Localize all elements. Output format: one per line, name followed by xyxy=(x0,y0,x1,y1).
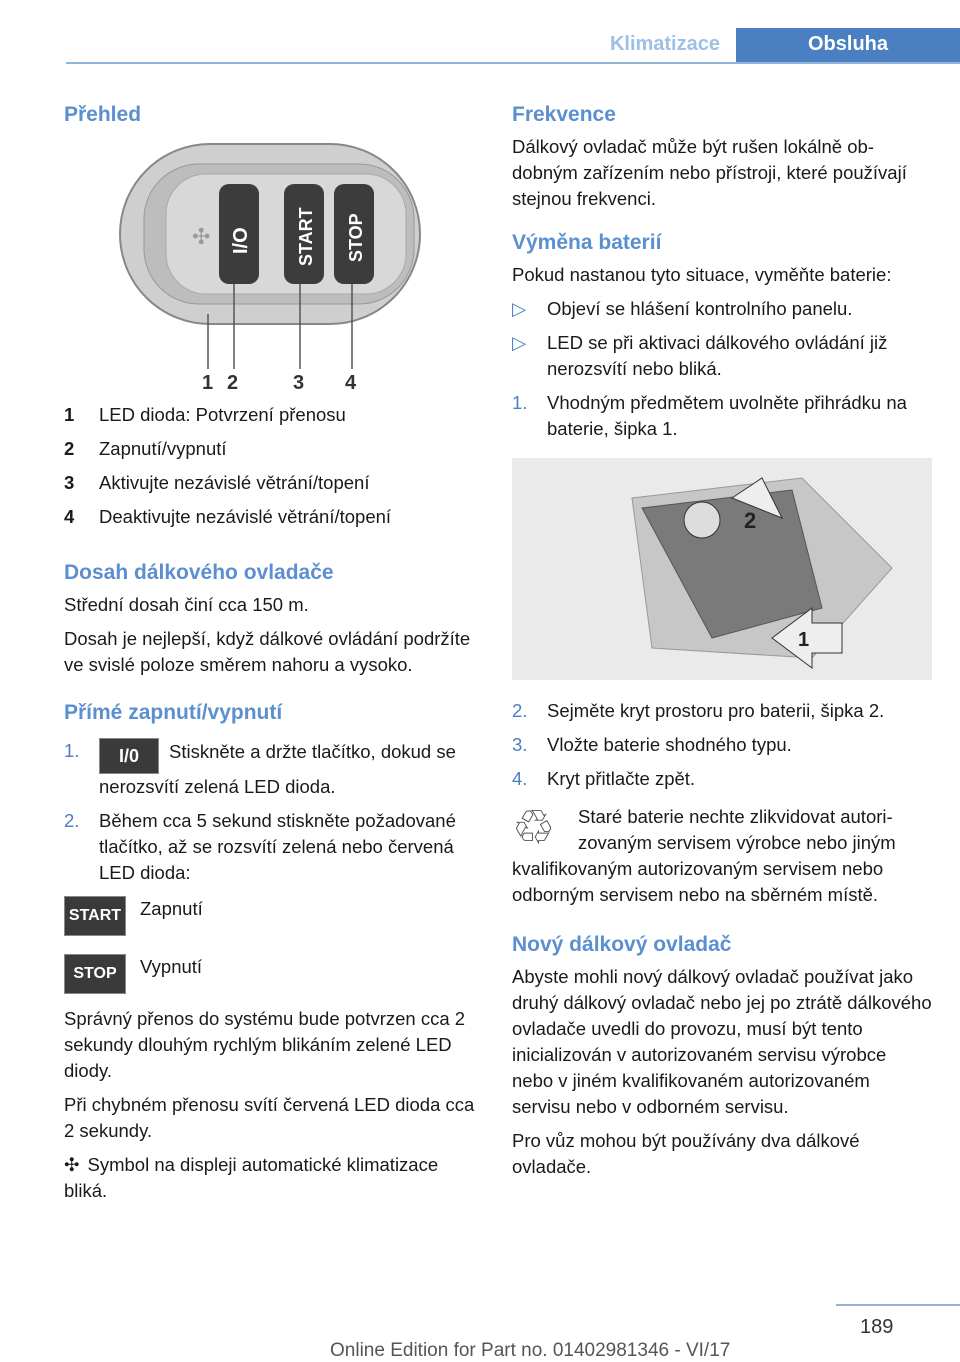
page-number-rule xyxy=(836,1304,960,1306)
step-item: 4. Kryt přitlačte zpět. xyxy=(512,768,696,789)
legend-item: 4 Deaktivujte nezávislé větrání/topení xyxy=(64,506,392,527)
new-remote-paragraph-2: Pro vůz mohou být používány dva dálkové ovladače. xyxy=(512,1130,860,1177)
frequency-heading: Frekvence xyxy=(512,103,616,126)
stop-button-label: STOP xyxy=(346,213,366,262)
new-remote-heading: Nový dálkový ovladač xyxy=(512,933,732,956)
direct-steps xyxy=(64,738,484,886)
stop-text: Vypnutí xyxy=(140,956,203,977)
battery-bullets xyxy=(512,296,932,442)
step-item: 1. I/0 Stiskněte a držte tlačítko, dokud se nerozsvítí zelená LED dioda. xyxy=(64,740,456,797)
page-number: 189 xyxy=(860,1316,894,1338)
step-item: 3. Vložte baterie shodného typu. xyxy=(512,734,792,755)
bullet-item: ▷ LED se při aktivaci dálkového ovládání již nerozsvítí nebo bliká. xyxy=(512,332,888,379)
start-key-icon: START xyxy=(64,896,126,936)
bullet-item: ▷ Objeví se hlášení kontrolního panelu. xyxy=(512,298,853,319)
start-text: Zapnutí xyxy=(140,898,203,919)
legend-item: 2 Zapnutí/vypnutí xyxy=(64,438,227,459)
symbol-paragraph: ✣ Symbol na displeji automatické klimatizace bliká. xyxy=(64,1154,439,1201)
svg-text:2: 2 xyxy=(744,508,757,533)
step-item: 2. Během cca 5 sekund stiskněte požadované tlačítko, až se rozsvítí zelená nebo červená LED dioda: xyxy=(64,808,484,886)
fan-icon: ✣ xyxy=(64,1154,80,1175)
stop-key-icon: STOP xyxy=(64,954,126,994)
direct-onoff-heading: Přímé zapnutí/vypnutí xyxy=(64,701,283,724)
edition-footer: Online Edition for Part no. 01402981346 - VI/17 xyxy=(330,1340,731,1361)
recycle-icon: ♲ xyxy=(512,802,556,855)
svg-text:1: 1 xyxy=(798,629,810,651)
frequency-paragraph: Dálkový ovladač může být rušen lokálně obdobným zařízením nebo přístroji, které používají stejnou frekvenci. xyxy=(512,136,907,209)
range-heading: Dosah dálkového ovladače xyxy=(64,561,334,584)
remote-key-figure xyxy=(64,134,484,394)
range-paragraph-2: Dosah je nejlepší, když dálkové ovládání podržíte ve svislé poloze směrem nahoru a vysoko. xyxy=(64,628,471,675)
new-remote-paragraph-1: Abyste mohli nový dálkový ovladač používat jako druhý dálkový ovladač nebo jej po ztrátě dálkového ovladače uvedli do provozu, musí být tento inicializován v autorizovaném servisu výrobce nebo v jiném kvalifikovaném autorizovaném servisu nebo v odborném servisu. xyxy=(512,966,932,1117)
overview-heading: Přehled xyxy=(64,103,142,126)
step-item: 2. Sejměte kryt prostoru pro baterii, šipka 2. xyxy=(512,700,885,721)
step2-text: Během cca 5 sekund stiskněte požadované tlačítko, až se rozsvítí zelená nebo červená LED dioda: xyxy=(99,810,456,883)
figure-legend xyxy=(64,402,484,530)
battery-figure xyxy=(512,458,932,680)
chapter-tab[interactable]: Obsluha xyxy=(736,28,960,62)
start-row xyxy=(64,896,484,936)
left-column xyxy=(64,100,484,1212)
step-item: 1. Vhodným předmětem uvolněte přihrádku na baterie, šipka 1. xyxy=(512,392,907,439)
callout-3: 3 xyxy=(293,372,305,394)
recycle-note: ♲ Staré baterie nechte zlikvidovat autorizovaným servisem výrobce nebo jiným kvalifikovaným autorizovaným servisem nebo odborným servisem nebo na sběrném místě. xyxy=(512,802,896,905)
battery-intro: Pokud nastanou tyto situace, vyměňte baterie: xyxy=(512,264,892,285)
right-column xyxy=(512,100,932,1188)
callout-4: 4 xyxy=(345,372,357,394)
stop-row xyxy=(64,954,484,994)
range-paragraph-1: Střední dosah činí cca 150 m. xyxy=(64,594,309,615)
error-paragraph: Při chybném přenosu svítí červená LED dioda cca 2 sekundy. xyxy=(64,1094,475,1141)
callout-1: 1 xyxy=(202,372,214,394)
battery-heading: Výměna baterií xyxy=(512,231,662,254)
callout-2: 2 xyxy=(227,372,239,394)
start-button-label: START xyxy=(296,207,316,266)
transfer-paragraph: Správný přenos do systému bude potvrzen cca 2 sekundy dlouhým rychlým blikáním zelené LED diody. xyxy=(64,1008,466,1081)
battery-steps xyxy=(512,698,932,792)
io-button-label: I/O xyxy=(230,227,252,254)
header-bar xyxy=(66,28,960,64)
battery-cover-illustration xyxy=(512,458,928,680)
legend-item: 3 Aktivujte nezávislé větrání/topení xyxy=(64,472,370,493)
io-key-icon: I/0 xyxy=(99,738,159,774)
step1-text: Stiskněte a držte tlačítko, dokud se nerozsvítí zelená LED dioda. xyxy=(99,741,456,797)
section-tab[interactable]: Klimatizace xyxy=(609,33,720,55)
fan-icon: ✣ xyxy=(192,224,211,249)
remote-key-illustration xyxy=(64,134,484,394)
legend-item: 1 LED dioda: Potvrzení přenosu xyxy=(64,404,346,425)
